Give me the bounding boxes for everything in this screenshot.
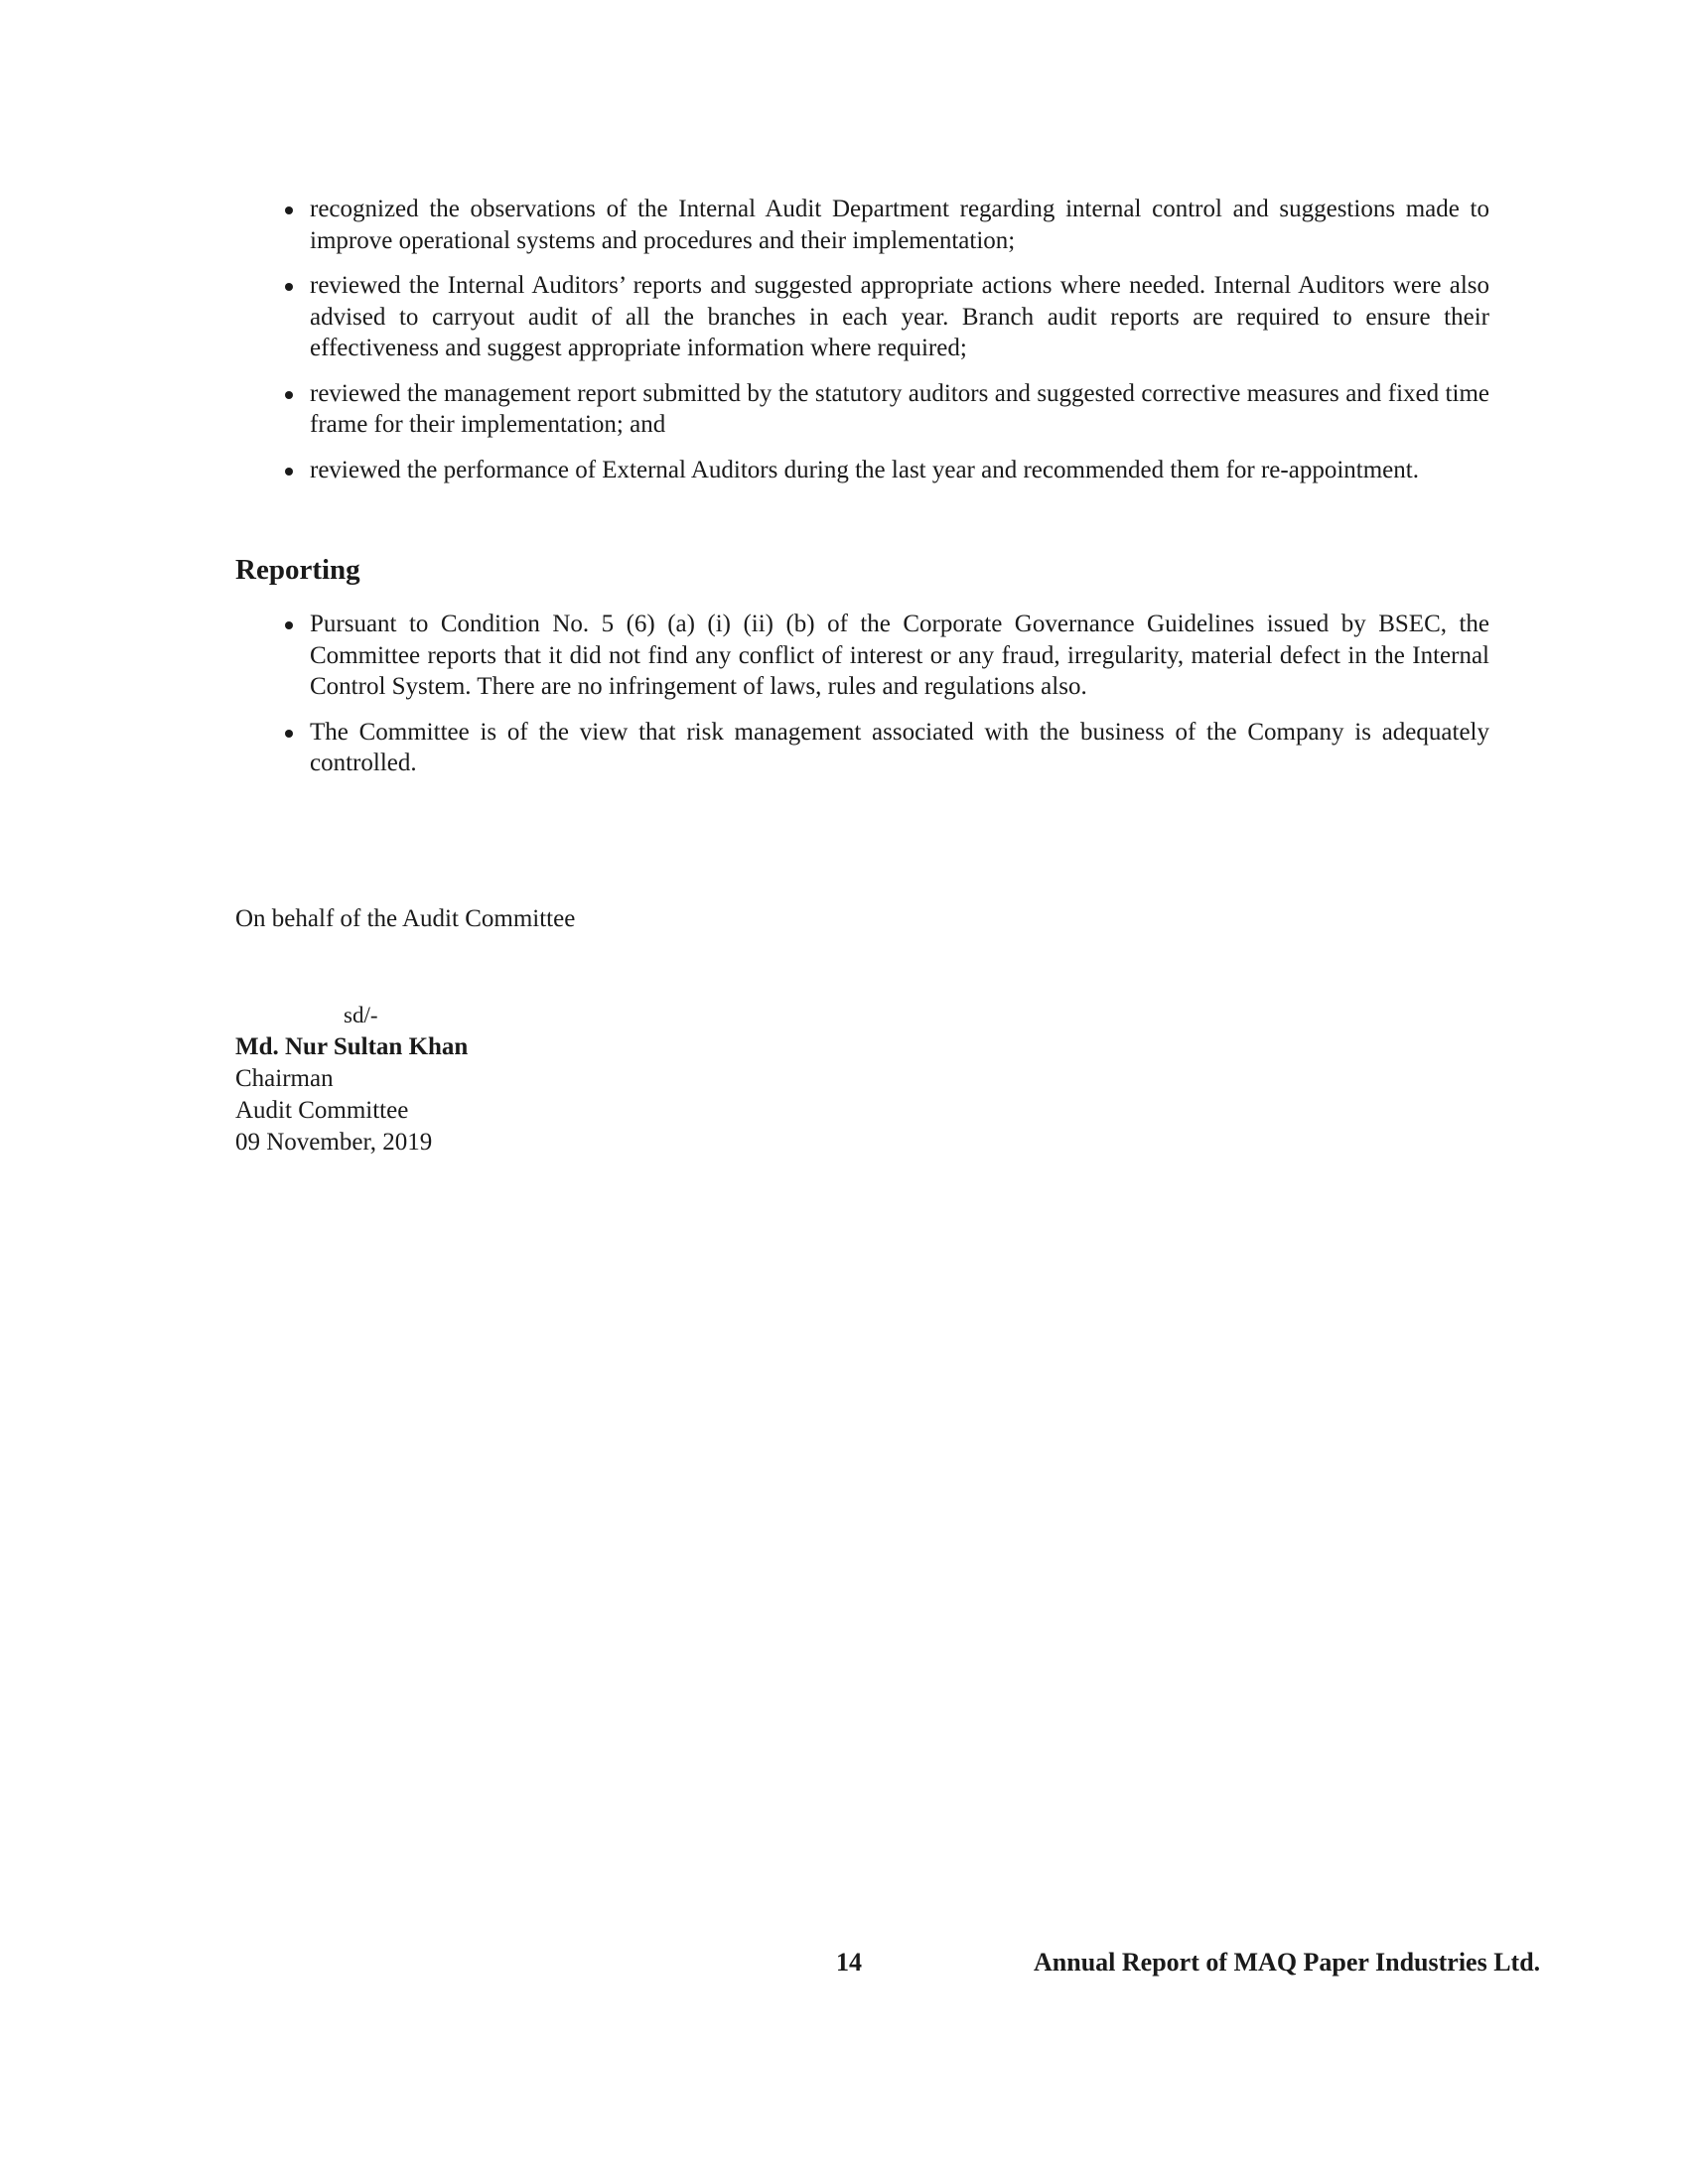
list-item-text: The Committee is of the view that risk management associated with the business of the Company is adequately controlled.: [310, 718, 1489, 776]
list-item-text: reviewed the performance of External Auditors during the last year and recommended them for re-appointment.: [310, 456, 1419, 483]
bullet-icon: [285, 391, 293, 399]
signatory-committee: Audit Committee: [235, 1097, 409, 1124]
list-item: [281, 270, 1489, 364]
closing-line: On behalf of the Audit Committee: [235, 905, 576, 932]
list-item: [281, 609, 1489, 703]
list-item: [281, 194, 1489, 256]
section-heading-reporting: Reporting: [235, 554, 360, 586]
list-item-text: recognized the observations of the Internal Audit Department regarding internal control and suggestions made to improve operational systems and procedures and their implementation;: [310, 196, 1489, 254]
bullet-icon: [285, 283, 293, 291]
list-item: [281, 717, 1489, 779]
reporting-list: [281, 609, 1489, 793]
bullet-icon: [285, 206, 293, 214]
signature-mark: sd/-: [344, 1003, 378, 1027]
signatory-title: Chairman: [235, 1065, 334, 1092]
bullet-icon: [285, 468, 293, 476]
page-number: 14: [836, 1948, 862, 1977]
review-list: [281, 194, 1489, 499]
list-item-text: reviewed the Internal Auditors’ reports and suggested appropriate actions where needed. Internal Auditors were also advised to carryout audit of all the branches in each year. Branch audit reports are required to ensure their effectiveness and suggest appropriate information where required;: [310, 272, 1489, 361]
list-item-text: Pursuant to Condition No. 5 (6) (a) (i) (ii) (b) of the Corporate Governance Guidelines issued by BSEC, the Committee reports that it did not find any conflict of interest or any fraud, irregularity, material defect in the Internal Control System. There are no infringement of laws, rules and regulations also.: [310, 611, 1489, 700]
footer-report-title: Annual Report of MAQ Paper Industries Ltd.: [1034, 1948, 1541, 1977]
list-item-text: reviewed the management report submitted by the statutory auditors and suggested corrective measures and fixed time frame for their implementation; and: [310, 379, 1489, 438]
list-item: [281, 455, 1489, 486]
list-item: [281, 378, 1489, 441]
bullet-icon: [285, 621, 293, 629]
signatory-name: Md. Nur Sultan Khan: [235, 1033, 469, 1060]
signature-date: 09 November, 2019: [235, 1129, 433, 1156]
signature-block: [235, 1031, 468, 1159]
bullet-icon: [285, 730, 293, 738]
